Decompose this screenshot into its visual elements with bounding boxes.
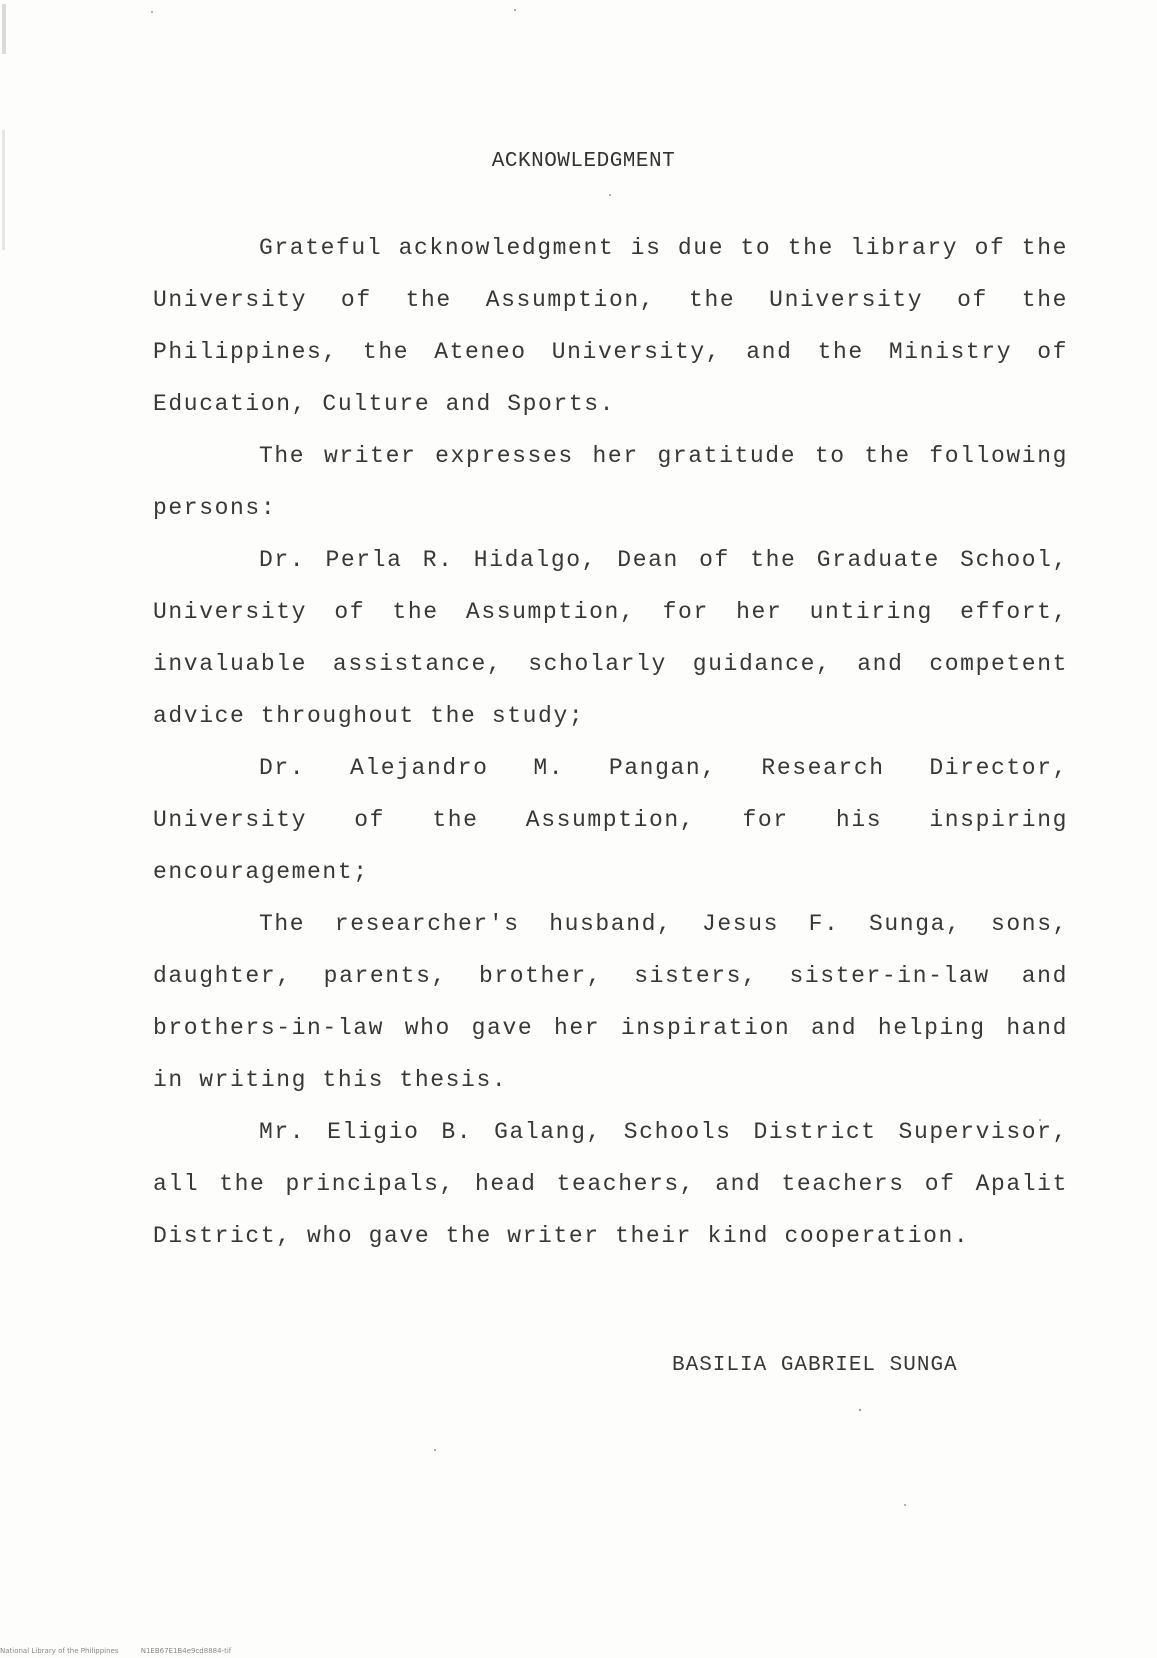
speck [434, 1449, 436, 1451]
paragraph-gratitude-intro: The writer expresses her gratitude to the following persons: [153, 443, 1068, 521]
page-title: ACKNOWLEDGMENT [491, 150, 676, 173]
speck [151, 11, 153, 13]
paragraph-libraries: Grateful acknowledgment is due to the library of the University of the Assumption, the University of the Philippines, the Ateneo University, and the Ministry of Education, Culture and Sports. [153, 235, 1068, 417]
speck [904, 1504, 906, 1506]
footer-file-id: N1EB67E1B4e9cd8884-tif [140, 1647, 232, 1655]
edge-mark [2, 4, 6, 54]
paragraph-research-director: Dr. Alejandro M. Pangan, Research Director, University of the Assumption, for his inspiring encouragement; [153, 755, 1068, 885]
footer-source: National Library of the Philippines [0, 1647, 119, 1655]
acknowledgment-body [153, 222, 1068, 1262]
scan-footer [0, 1647, 251, 1655]
speck [859, 1409, 861, 1411]
speck [609, 194, 611, 196]
paragraph-dean: Dr. Perla R. Hidalgo, Dean of the Graduate School, University of the Assumption, for her untiring effort, invaluable assistance, scholarly guidance, and competent advice throughout the study; [153, 547, 1068, 729]
edge-mark [2, 130, 5, 250]
speck [514, 9, 516, 11]
paragraph-district: Mr. Eligio B. Galang, Schools District Supervisor, all the principals, head teachers, and teachers of Apalit District, who gave the writer their kind cooperation. [153, 1119, 1068, 1249]
author-signature: BASILIA GABRIEL SUNGA [672, 1354, 958, 1377]
paragraph-family: The researcher's husband, Jesus F. Sunga, sons, daughter, parents, brother, sisters, sister-in-law and brothers-in-law who gave her inspiration and helping hand in writing this thesis. [153, 911, 1068, 1093]
